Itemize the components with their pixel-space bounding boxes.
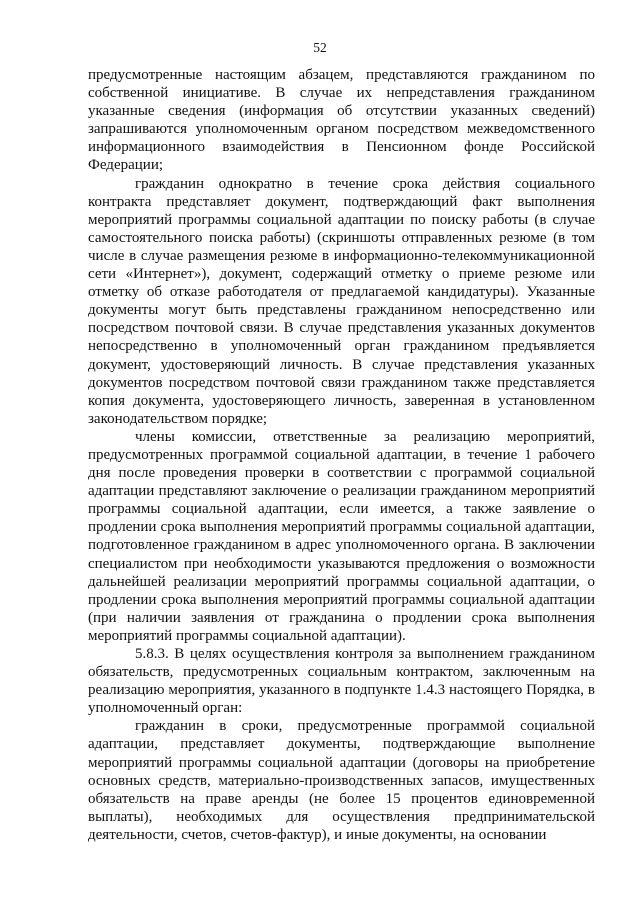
paragraph-citizen-documents: гражданин в сроки, предусмотренные программой социальной адаптации, представляет документы, подтверждающие выполнение мероприятий программы социальной адаптации (договоры на приобретение основных средств, материально-производственных запасов, имущественных обязательств на праве аренды (не более 15 процентов единовременной выплаты), необходимых для осуществления предпринимательской деятельности, счетов, счетов-фактур), и иные документы, на основании xyxy=(88,718,595,843)
page-number: 52 xyxy=(313,40,327,55)
paragraph-section-5-8-3: 5.8.3. В целях осуществления контроля за выполнением гражданином обязательств, предусмотренных социальным контрактом, заключенным на реализацию мероприятия, указанного в подпункте 1.4.3 настоящего Порядка, в уполномоченный орган: xyxy=(88,646,595,717)
paragraph-continuation: предусмотренные настоящим абзацем, представляются гражданином по собственной инициативе. В случае их непредставления гражданином указанные сведения (информация об отсутствии указанных сведений) запрашиваются уполномоченным органом посредством межведомственного информационного взаимодействия в Пенсионном фонде Российской Федерации; xyxy=(88,67,595,174)
paragraph-commission-conclusion: члены комиссии, ответственные за реализацию мероприятий, предусмотренных программой социальной адаптации, в течение 1 рабочего дня после проведения проверки в соответствии с программой социальной адаптации представляют заключение о реализации гражданином мероприятий программы социальной адаптации, если имеется, а также заявление о продлении срока выполнения мероприятий программы социальной адаптации, подготовленное гражданином в адрес уполномоченного органа. В заключении специалистом при необходимости указываются предложения о возможности дальнейшей реализации мероприятий программы социальной адаптации, о продлении срока выполнения мероприятий программы социальной адаптации (при наличии заявления от гражданина о продлении срока выполнения мероприятий программы социальной адаптации). xyxy=(88,428,595,644)
paragraph-job-search-documents: гражданин однократно в течение срока действия социального контракта представляет документ, подтверждающий факт выполнения мероприятий программы социальной адаптации по поиску работы (в случае самостоятельного поиска работы) (скриншоты отправленных резюме (в том числе в случае размещения резюме в информационно-телекоммуникационной сети «Интернет»), документ, содержащий отметку о приеме резюме или отметку об отказе работодателя от предлагаемой кандидатуры). Указанные документы могут быть представлены гражданином непосредственно или посредством почтовой связи. В случае представления указанных документов непосредственно в уполномоченный орган гражданином предъявляется документ, удостоверяющий личность. В случае представления указанных документов посредством почтовой связи гражданином также представляется копия документа, удостоверяющего личность, заверенная в установленном законодательством порядке; xyxy=(88,175,595,427)
document-body xyxy=(88,66,595,844)
